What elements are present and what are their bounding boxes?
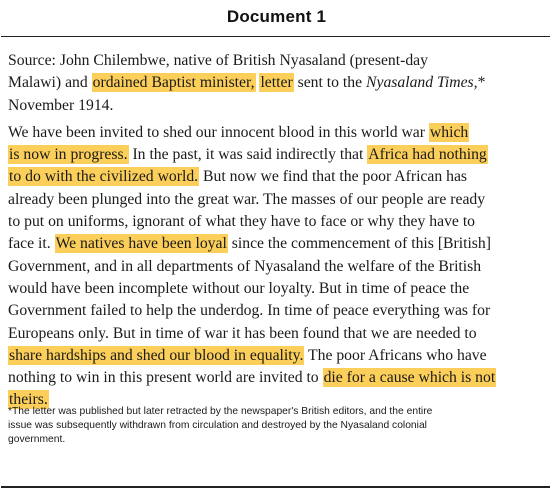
letter-line (8, 367, 546, 389)
source-text: Source: John Chilembwe, native of British Nyasaland (present-day (8, 52, 428, 69)
footnote-marker: * (477, 74, 486, 92)
letter-line (8, 323, 546, 345)
source-line (8, 95, 546, 117)
source-text: sent to the (293, 74, 367, 92)
letter-text: Europeans only. But in time of war it has been found that we are needed to (8, 324, 477, 342)
highlight: Africa had nothing (368, 146, 487, 164)
highlight: which (429, 123, 469, 141)
source-paragraph (8, 50, 546, 117)
letter-text: We have been invited to shed our innocent blood in this world war (8, 123, 429, 141)
letter-text: to put on uniforms, ignorant of what they have to face or why they have to (8, 213, 476, 231)
letter-paragraph (8, 122, 546, 412)
footnote-line: government. (8, 433, 66, 445)
letter-text: Government failed to help the underdog. In time of peace everything was for (8, 302, 491, 320)
letter-text: Government, and in all departments of Nyasaland the welfare of the British (8, 257, 482, 275)
highlight: is now in progress. (9, 146, 128, 164)
letter-line (8, 189, 546, 211)
highlight: share hardships and shed our blood in equality. (9, 346, 304, 364)
highlight: theirs. (9, 391, 48, 409)
newspaper-name: Nyasaland Times, (366, 74, 478, 92)
source-text: Malawi) and (8, 74, 92, 92)
letter-line (8, 256, 546, 278)
source-text: November 1914. (8, 96, 114, 114)
highlight: letter (260, 74, 293, 92)
letter-line (8, 166, 546, 188)
letter-line (8, 233, 546, 255)
letter-text: would have been incomplete without our loyalty. But in time of peace the (8, 279, 470, 297)
letter-line (8, 300, 546, 322)
letter-text: since the commencement of this [British] (227, 235, 491, 253)
document-box (1, 36, 550, 488)
letter-text: face it. (8, 235, 55, 253)
letter-line (8, 122, 546, 144)
highlight: ordained Baptist minister, (92, 74, 255, 92)
letter-line (8, 211, 546, 233)
footnote (8, 405, 546, 447)
letter-line (8, 144, 546, 166)
highlight: die for a cause which is not (323, 369, 496, 387)
source-line (8, 50, 546, 72)
footnote-line: issue was subsequently withdrawn from circulation and destroyed by the Nyasaland colonial (8, 419, 427, 431)
highlight: to do with the civilized world. (9, 168, 199, 186)
source-line (8, 72, 546, 94)
highlight: We natives have been loyal (55, 235, 227, 253)
letter-text: already been plunged into the great war. The masses of our people are ready (8, 190, 486, 208)
letter-text: But now we find that the poor African has (199, 168, 468, 186)
letter-text: nothing to win in this present world are invited to (8, 369, 323, 387)
letter-text: In the past, it was said indirectly that (128, 146, 368, 164)
footnote-line: *The letter was published but later retracted by the newspaper's British editors, and the entire (8, 406, 433, 417)
letter-text: The poor Africans who have (304, 346, 487, 364)
letter-line (8, 345, 546, 367)
document-text (8, 50, 546, 412)
letter-line (8, 278, 546, 300)
document-title: Document 1 (226, 7, 327, 26)
